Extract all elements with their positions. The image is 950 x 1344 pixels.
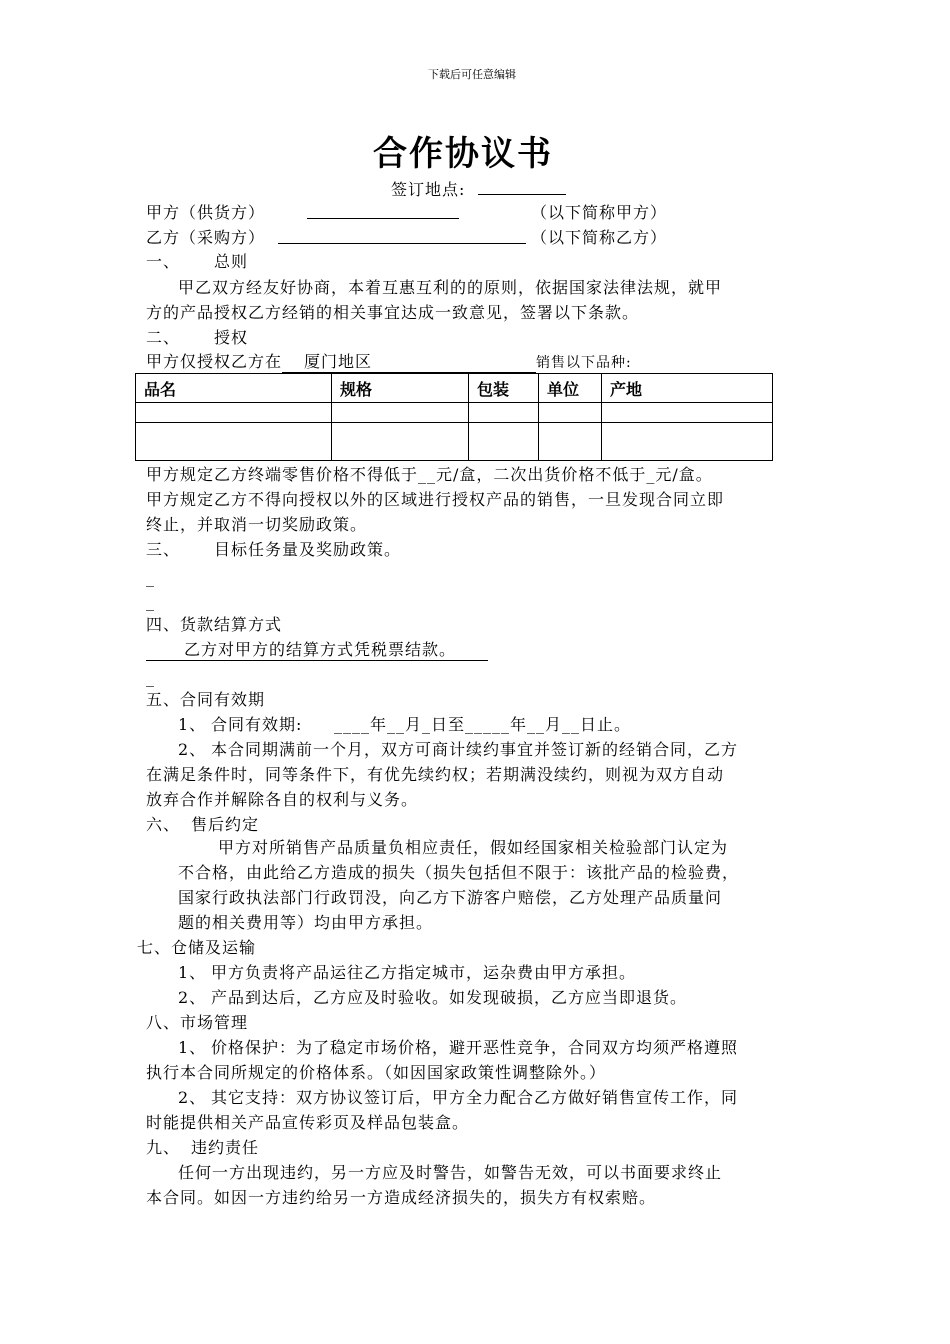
market-line: 执行本合同所规定的价格体系。（如因国家政策性调整除外。） [146,1063,607,1082]
section-1-para-line: 方的产品授权乙方经销的相关事宜达成一致意见，签署以下条款。 [146,303,640,322]
section-5-heading: 五、合同有效期 [146,690,266,709]
section-1-heading: 总则 [214,252,249,271]
table-header-cell: 包装 [469,374,539,403]
section-9-heading: 违约责任 [191,1138,260,1157]
item-number: 2、 [178,1088,207,1107]
authorization-line [146,352,632,373]
item-number: 1、 [178,963,207,982]
section-1-para-line: 甲乙双方经友好协商，本着互惠互利的的原则，依据国家法律法规，就甲 [178,278,723,297]
breach-line: 任何一方出现违约，另一方应及时警告，如警告无效，可以书面要求终止 [178,1163,723,1182]
section-2-heading: 授权 [214,328,249,347]
section-3-heading: 目标任务量及奖励政策。 [214,540,402,559]
item-number: 2、 [178,988,207,1007]
table-cell [469,423,539,461]
renewal-line: 本合同期满前一个月，双方可商计续约事宜并签订新的经销合同，乙方 [211,740,739,759]
after-sales-line: 甲方对所销售产品质量负相应责任，假如经国家相关检验部门认定为 [218,838,729,857]
storage-line: 甲方负责将产品运往乙方指定城市，运杂费由甲方承担。 [211,963,637,982]
table-header-cell: 规格 [332,374,469,403]
blank-line: _ [146,592,155,611]
storage-line: 产品到达后，乙方应及时验收。如发现破损，乙方应当即退货。 [211,988,688,1007]
section-1-number: 一、 [146,252,181,271]
region-line: 甲方规定乙方不得向授权以外的区域进行授权产品的销售，一旦发现合同立即 [146,490,725,509]
party-a-blank [307,218,459,219]
table-cell [539,403,602,423]
sign-place [391,178,566,200]
renewal-line: 放弃合作并解除各自的权利与义务。 [146,790,419,809]
market-line: 价格保护：为了稳定市场价格，避开恶性竞争，合同双方均须严格遵照 [211,1038,739,1057]
header-note: 下载后可任意编辑 [428,68,516,81]
party-a-suffix: （以下简称甲方） [531,203,668,222]
table-cell [539,423,602,461]
party-b-suffix: （以下简称乙方） [531,228,668,247]
table-row [136,423,773,461]
section-4-heading: 四、货款结算方式 [146,615,283,634]
market-line: 时能提供相关产品宣传彩页及样品包装盒。 [146,1113,470,1132]
table-cell [469,403,539,423]
validity-label: 合同有效期: [211,715,303,734]
blank-line: _ [146,568,155,587]
after-sales-line: 题的相关费用等）均由甲方承担。 [178,913,434,932]
party-a-label: 甲方（供货方） [146,203,266,222]
table-cell [602,403,773,423]
after-sales-line: 国家行政执法部门行政罚没，向乙方下游客户赔偿，乙方处理产品质量问 [178,888,723,907]
section-8-heading: 八、市场管理 [146,1013,249,1032]
breach-line: 本合同。如因一方违约给另一方造成经济损失的，损失方有权索赔。 [146,1188,657,1207]
after-sales-line: 不合格，由此给乙方造成的损失（损失包括但不限于：该批产品的检验费， [178,863,740,882]
table-header-row [136,374,773,403]
settlement-line: 乙方对甲方的结算方式凭税票结款。 [146,640,488,661]
validity-dates: ____年__月_日至_____年__月__日止。 [334,715,632,734]
price-line: 甲方规定乙方终端零售价格不得低于__元/盒，二次出货价格不低于_元/盒。 [146,465,713,484]
item-number: 2、 [178,740,207,759]
table-cell [332,403,469,423]
sign-place-blank [478,178,566,195]
renewal-line: 在满足条件时，同等条件下，有优先续约权；若期满没续约，则视为双方自动 [146,765,725,784]
table-header-cell: 品名 [136,374,332,403]
section-7-heading: 七、仓储及运输 [137,938,257,957]
table-header-cell: 单位 [539,374,602,403]
table-cell [602,423,773,461]
region-line: 终止，并取消一切奖励政策。 [146,515,368,534]
document-title: 合作协议书 [373,134,553,174]
table-cell [136,403,332,423]
party-b-blank [278,243,526,244]
party-b-label: 乙方（采购方） [146,228,266,247]
sign-place-label: 签订地点: [391,180,466,199]
item-number: 1、 [178,715,207,734]
table-header-cell: 产地 [602,374,773,403]
table-row [136,403,773,423]
section-9-number: 九、 [146,1138,181,1157]
auth-suffix: 销售以下品种: [536,355,632,371]
section-2-number: 二、 [146,328,181,347]
blank-line: _ [146,668,155,687]
section-6-number: 六、 [146,815,181,834]
section-3-number: 三、 [146,540,181,559]
section-6-heading: 售后约定 [191,815,260,834]
item-number: 1、 [178,1038,207,1057]
table-cell [136,423,332,461]
auth-region: 厦门地区 [282,352,536,373]
product-table [135,373,773,461]
table-cell [332,423,469,461]
auth-prefix: 甲方仅授权乙方在 [146,352,283,371]
market-line: 其它支持：双方协议签订后，甲方全力配合乙方做好销售宣传工作，同 [211,1088,739,1107]
